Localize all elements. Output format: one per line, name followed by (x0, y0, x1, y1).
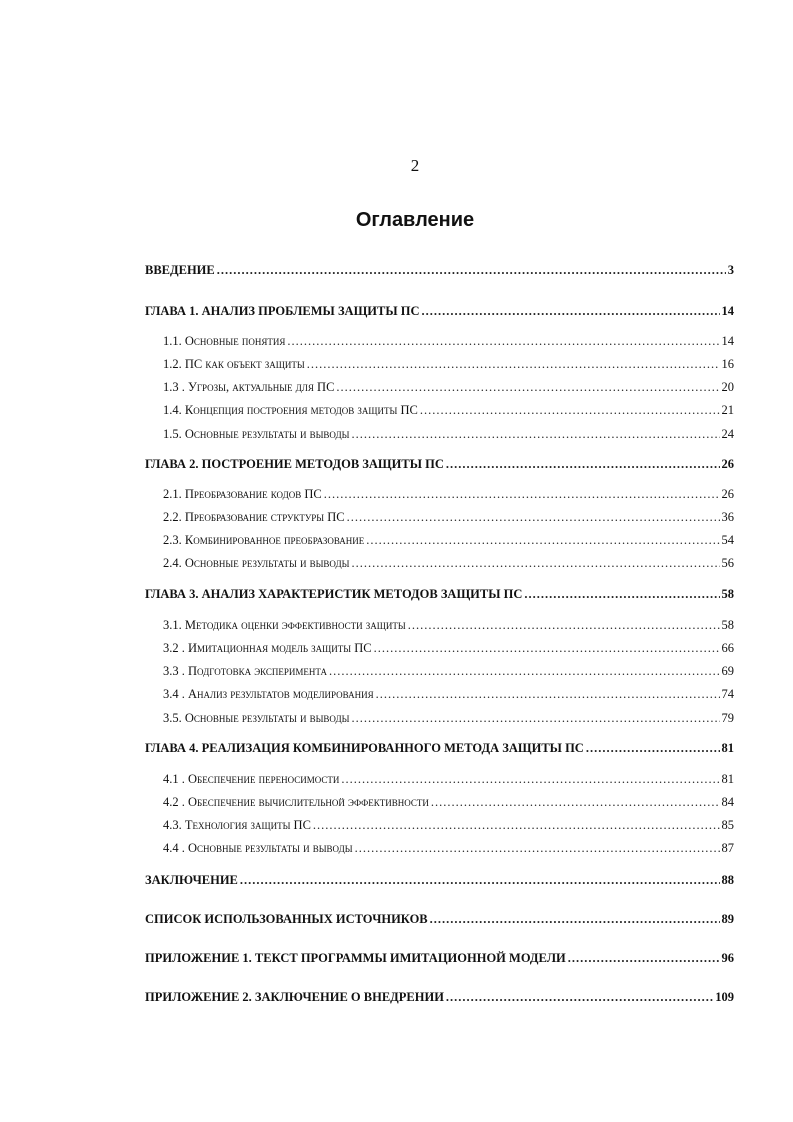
toc-entry-section-2-4 (163, 556, 734, 571)
dot-leader (341, 772, 719, 787)
toc-entry-label: ЗАКЛЮЧЕНИЕ (145, 873, 238, 887)
dot-leader (586, 741, 720, 756)
toc-entry-section-2-1 (163, 487, 734, 502)
toc-entry-page: 26 (721, 457, 734, 471)
toc-entry-section-3-3 (163, 664, 734, 679)
dot-leader (351, 711, 719, 726)
toc-entry-label: ПРИЛОЖЕНИЕ 2. ЗАКЛЮЧЕНИЕ О ВНЕДРЕНИИ (145, 990, 444, 1004)
toc-entry-introduction (145, 263, 734, 278)
dot-leader (324, 487, 720, 502)
toc-entry-label: ПРИЛОЖЕНИЕ 1. ТЕКСТ ПРОГРАММЫ ИМИТАЦИОННОЙ МОДЕЛИ (145, 951, 566, 965)
toc-entry-section-1-5 (163, 427, 734, 442)
toc-entry-page: 36 (721, 510, 734, 524)
toc-entry-page: 87 (721, 841, 734, 855)
toc-entry-page: 26 (721, 487, 734, 501)
toc-entry-section-2-3 (163, 533, 734, 548)
toc-entry-references (145, 912, 734, 927)
toc-entry-page: 21 (721, 403, 734, 417)
toc-entry-section-1-4 (163, 403, 734, 418)
toc-entry-page: 81 (721, 772, 734, 786)
toc-entry-section-3-4 (163, 687, 734, 702)
toc-entry-page: 3 (727, 263, 734, 277)
toc-entry-page: 56 (721, 556, 734, 570)
toc-entry-page: 20 (721, 380, 734, 394)
toc-entry-label: СПИСОК ИСПОЛЬЗОВАННЫХ ИСТОЧНИКОВ (145, 912, 428, 926)
toc-entry-page: 96 (721, 951, 734, 965)
toc-entry-label: ГЛАВА 3. АНАЛИЗ ХАРАКТЕРИСТИК МЕТОДОВ ЗАЩИТЫ ПС (145, 587, 523, 601)
toc-entry-section-2-2 (163, 510, 734, 525)
toc-entry-section-3-1 (163, 618, 734, 633)
toc-entry-section-3-5 (163, 711, 734, 726)
toc-entry-appendix-2 (145, 990, 734, 1005)
dot-leader (240, 873, 720, 888)
dot-leader (351, 427, 719, 442)
dot-leader (355, 841, 720, 856)
dot-leader (431, 795, 720, 810)
dot-leader (351, 556, 719, 571)
toc-entry-label: 2.2. Преобразование структуры ПС (163, 510, 345, 524)
toc-entry-label: 4.1 . Обеспечение переносимости (163, 772, 340, 786)
toc-entry-section-4-1 (163, 772, 734, 787)
toc-entry-page: 16 (721, 357, 734, 371)
toc-entry-label: 3.3 . Подготовка эксперимента (163, 664, 327, 678)
dot-leader (329, 664, 720, 679)
toc-entry-label: 4.2 . Обеспечение вычислительной эффективности (163, 795, 429, 809)
toc-entry-page: 84 (721, 795, 734, 809)
toc-entry-page: 81 (721, 741, 734, 755)
dot-leader (422, 304, 720, 319)
toc-entry-section-4-4 (163, 841, 734, 856)
toc-entry-label: ГЛАВА 1. АНАЛИЗ ПРОБЛЕМЫ ЗАЩИТЫ ПС (145, 304, 420, 318)
dot-leader (408, 618, 720, 633)
toc-entry-label: 1.4. Концепция построения методов защиты ПС (163, 403, 418, 417)
toc-entry-label: 3.2 . Имитационная модель защиты ПС (163, 641, 372, 655)
dot-leader (217, 263, 726, 278)
toc-entry-section-4-3 (163, 818, 734, 833)
toc-entry-section-1-2 (163, 357, 734, 372)
toc-entry-label: 1.5. Основные результаты и выводы (163, 427, 350, 441)
toc-entry-page: 79 (721, 711, 734, 725)
toc-entry-chapter-4 (145, 741, 734, 756)
toc-entry-page: 88 (721, 873, 734, 887)
toc-entry-section-4-2 (163, 795, 734, 810)
dot-leader (287, 334, 719, 349)
toc-entry-page: 54 (721, 533, 734, 547)
toc-entry-section-1-1 (163, 334, 734, 349)
dot-leader (430, 912, 720, 927)
dot-leader (366, 533, 719, 548)
toc-entry-chapter-1 (145, 304, 734, 319)
dot-leader (376, 687, 720, 702)
toc-entry-page: 74 (721, 687, 734, 701)
dot-leader (336, 380, 719, 395)
toc-entry-label: 3.1. Методика оценки эффективности защиты (163, 618, 406, 632)
toc-entry-page: 14 (721, 334, 734, 348)
toc-entry-page: 24 (721, 427, 734, 441)
toc-entry-label: 1.1. Основные понятия (163, 334, 286, 348)
toc-entry-label: ГЛАВА 2. ПОСТРОЕНИЕ МЕТОДОВ ЗАЩИТЫ ПС (145, 457, 444, 471)
dot-leader (446, 990, 713, 1005)
page-number: 2 (410, 156, 420, 175)
toc-entry-page: 69 (721, 664, 734, 678)
page-title: Оглавление (355, 209, 475, 231)
toc-entry-page: 14 (721, 304, 734, 318)
toc-entry-section-1-3 (163, 380, 734, 395)
toc-entry-chapter-3 (145, 587, 734, 602)
toc-entry-label: 1.2. ПС как объект защиты (163, 357, 305, 371)
toc-entry-page: 66 (721, 641, 734, 655)
dot-leader (347, 510, 720, 525)
toc-entry-page: 85 (721, 818, 734, 832)
toc-entry-appendix-1 (145, 951, 734, 966)
dot-leader (374, 641, 720, 656)
toc-entry-label: 1.3 . Угрозы, актуальные для ПС (163, 380, 335, 394)
toc-entry-page: 89 (721, 912, 734, 926)
toc-entry-label: ВВЕДЕНИЕ (145, 263, 215, 277)
toc-entry-label: 3.4 . Анализ результатов моделирования (163, 687, 374, 701)
toc-entry-page: 58 (721, 587, 734, 601)
toc-entry-label: 2.1. Преобразование кодов ПС (163, 487, 322, 501)
toc-entry-chapter-2 (145, 457, 734, 472)
toc-entry-section-3-2 (163, 641, 734, 656)
toc-entry-label: 3.5. Основные результаты и выводы (163, 711, 350, 725)
toc-entry-page: 109 (715, 990, 734, 1004)
toc-entry-label: 4.4 . Основные результаты и выводы (163, 841, 353, 855)
dot-leader (313, 818, 720, 833)
dot-leader (568, 951, 720, 966)
dot-leader (307, 357, 720, 372)
dot-leader (420, 403, 720, 418)
dot-leader (446, 457, 720, 472)
dot-leader (524, 587, 719, 602)
toc-entry-conclusion (145, 873, 734, 888)
toc-entry-label: 2.3. Комбинированное преобразование (163, 533, 365, 547)
toc-entry-label: ГЛАВА 4. РЕАЛИЗАЦИЯ КОМБИНИРОВАННОГО МЕТОДА ЗАЩИТЫ ПС (145, 741, 584, 755)
toc-entry-page: 58 (721, 618, 734, 632)
toc-entry-label: 4.3. Технология защиты ПС (163, 818, 311, 832)
toc-entry-label: 2.4. Основные результаты и выводы (163, 556, 350, 570)
